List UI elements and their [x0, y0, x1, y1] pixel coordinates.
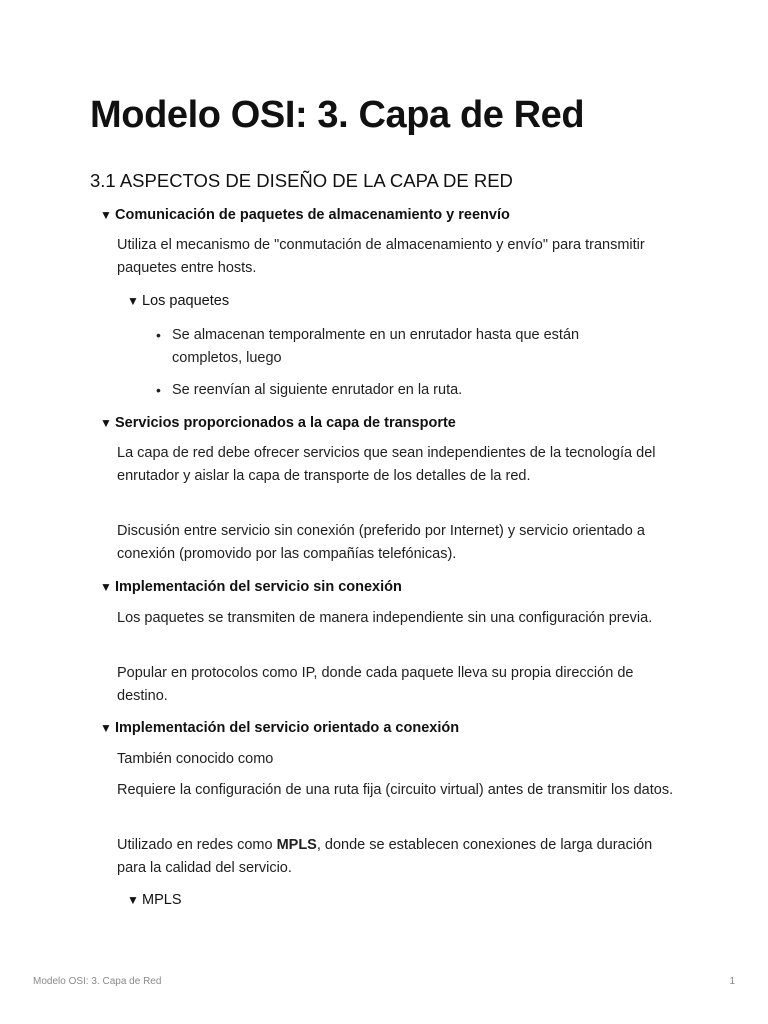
paragraph: Popular en protocolos como IP, donde cada paquete lleva su propia dirección de destino.	[117, 665, 634, 704]
toggle-label: Implementación del servicio sin conexión	[115, 579, 402, 595]
list-item-text: Se almacenan temporalmente en un enrutador hasta que están completos, luego	[172, 327, 580, 366]
paragraph-text: , donde se establecen conexiones de larga duración para la calidad del servicio.	[117, 837, 653, 876]
paragraph: Utiliza el mecanismo de "conmutación de almacenamiento y envío" para transmitir paquetes entre hosts.	[117, 237, 645, 276]
page-title: Modelo OSI: 3. Capa de Red	[90, 94, 585, 136]
toggle-services[interactable]	[100, 412, 456, 434]
paragraph: También conocido como	[117, 751, 274, 767]
list-item	[156, 324, 642, 370]
toggle-triangle-icon: ▼	[100, 580, 112, 594]
toggle-store-forward[interactable]	[100, 204, 510, 226]
section-heading: 3.1 ASPECTOS DE DISEÑO DE LA CAPA DE RED	[90, 170, 513, 191]
toggle-triangle-icon: ▼	[100, 208, 112, 222]
list-item-text: Se reenvían al siguiente enrutador en la ruta.	[172, 382, 463, 398]
toggle-connection-oriented[interactable]	[100, 717, 459, 739]
mpls-bold: MPLS	[276, 837, 317, 853]
paragraph	[117, 834, 657, 880]
footer-page-number: 1	[729, 976, 735, 987]
toggle-triangle-icon: ▼	[100, 721, 112, 735]
paragraph: La capa de red debe ofrecer servicios que sean independientes de la tecnología del enrutador y aislar la capa de transporte de los detalles de la red.	[117, 445, 656, 484]
paragraph: Discusión entre servicio sin conexión (preferido por Internet) y servicio orientado a conexión (promovido por las compañías telefónicas).	[117, 523, 645, 562]
toggle-los-paquetes[interactable]	[127, 290, 229, 312]
list-item	[156, 379, 642, 402]
paragraph-text: Utilizado en redes como	[117, 837, 277, 853]
toggle-label: Los paquetes	[142, 293, 230, 309]
toggle-mpls[interactable]	[127, 889, 182, 911]
toggle-connectionless[interactable]	[100, 576, 402, 598]
toggle-label: MPLS	[142, 892, 182, 908]
footer-title: Modelo OSI: 3. Capa de Red	[33, 976, 162, 987]
paragraph: Los paquetes se transmiten de manera independiente sin una configuración previa.	[117, 610, 653, 626]
toggle-label: Implementación del servicio orientado a conexión	[115, 720, 460, 736]
toggle-label: Comunicación de paquetes de almacenamiento y reenvío	[115, 207, 510, 223]
toggle-label: Servicios proporcionados a la capa de transporte	[115, 415, 456, 431]
bullet-icon: •	[156, 327, 161, 343]
bullet-icon: •	[156, 382, 161, 398]
paragraph: Requiere la configuración de una ruta fija (circuito virtual) antes de transmitir los datos.	[117, 782, 674, 798]
toggle-triangle-icon: ▼	[127, 294, 139, 308]
toggle-triangle-icon: ▼	[127, 893, 139, 907]
toggle-triangle-icon: ▼	[100, 416, 112, 430]
